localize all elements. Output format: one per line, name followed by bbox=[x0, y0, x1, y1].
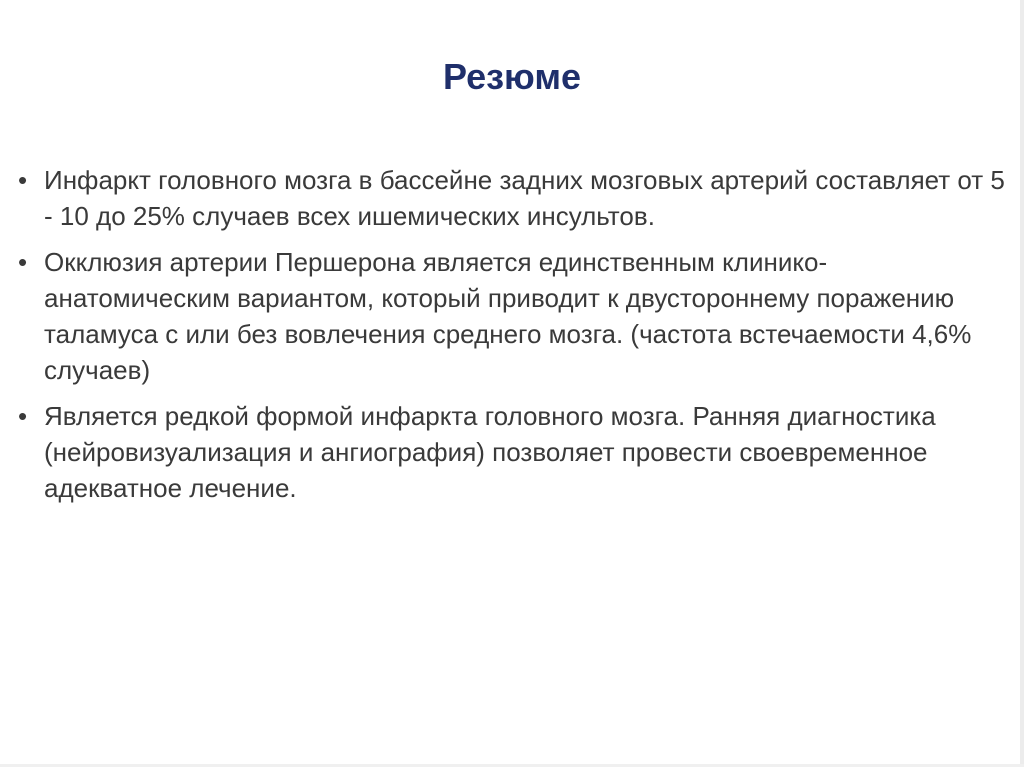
bullet-marker: • bbox=[18, 247, 28, 277]
bullet-text: Окклюзия артерии Першерона является единственным клинико-анатомическим вариантом, который приводит к двустороннему поражению таламуса с или без вовлечения среднего мозга. (частота встечаемости 4,6% случаев) bbox=[44, 247, 972, 385]
bullet-list bbox=[18, 162, 1008, 516]
bullet-text: Инфаркт головного мозга в бассейне задних мозговых артерий составляет от 5 - 10 до 25% случаев всех ишемических инсультов. bbox=[44, 165, 1005, 231]
bullet-item bbox=[18, 162, 1008, 234]
slide-edge-right bbox=[1020, 0, 1024, 767]
bullet-marker: • bbox=[18, 401, 28, 431]
slide-title: Резюме bbox=[443, 56, 581, 97]
bullet-item bbox=[18, 398, 1008, 506]
bullet-item bbox=[18, 244, 1008, 388]
bullet-marker: • bbox=[18, 165, 28, 195]
bullet-text: Является редкой формой инфаркта головного мозга. Ранняя диагностика (нейровизуализация и ангиография) позволяет провести своевременное адекватное лечение. bbox=[44, 401, 936, 503]
